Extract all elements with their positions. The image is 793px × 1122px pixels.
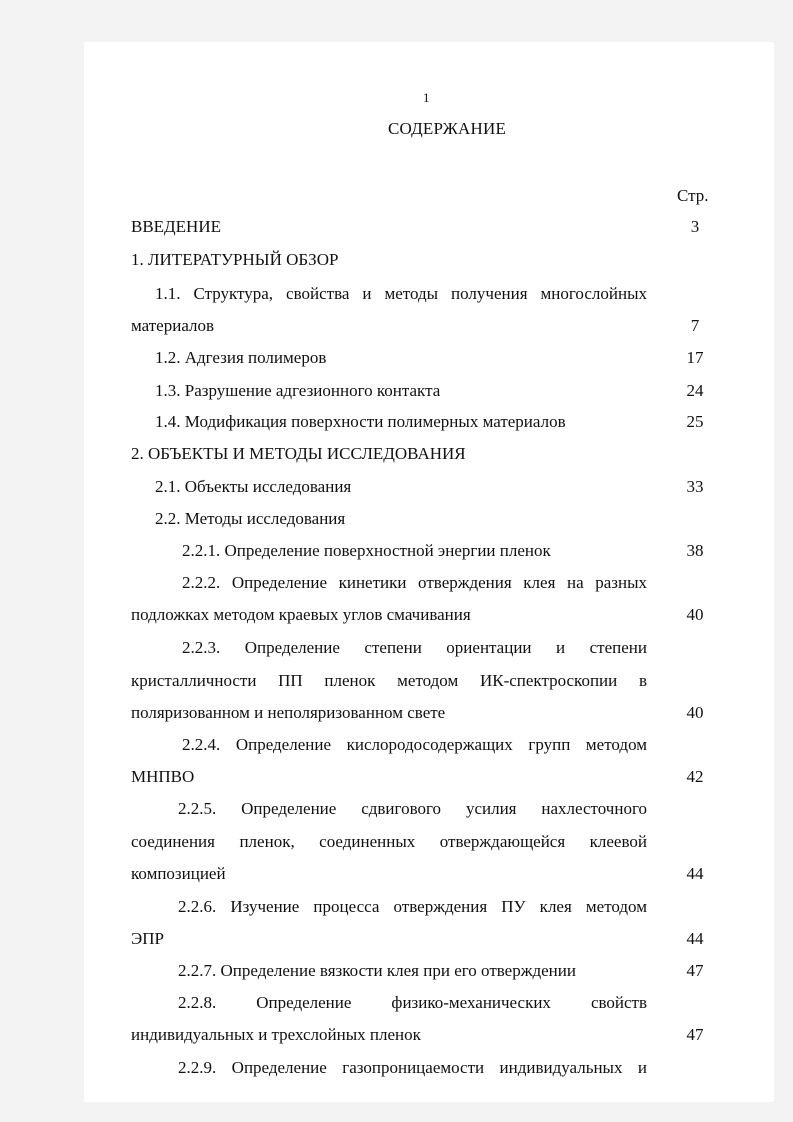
toc-entry-text: 2.2.4. Определение кислородосодержащих групп методом [182,735,647,754]
toc-entry-page: 40 [686,605,704,624]
toc-entry-text: ЭПР [131,929,164,948]
toc-entry-text: МНПВО [131,767,195,786]
toc-entry-text: 2.2.9. Определение газопроницаемости индивидуальных и [178,1058,647,1077]
toc-entry-text: 2.2.7. Определение вязкости клея при его отверждении [178,961,576,980]
toc-entry-text: 1.1. Структура, свойства и методы получения многослойных [155,284,647,303]
toc-chapter-heading: 2. ОБЪЕКТЫ И МЕТОДЫ ИССЛЕДОВАНИЯ [131,444,466,463]
toc-entry-text: 2.2.3. Определение степени ориентации и степени [182,638,647,657]
toc-entry-text: 1.3. Разрушение адгезионного контакта [155,381,441,400]
toc-entry-page: 7 [690,316,700,335]
page-column-header: Стр. [677,186,709,205]
toc-entry-text: 2.2.6. Изучение процесса отверждения ПУ клея методом [178,897,647,916]
toc-entry-text: 1.4. Модификация поверхности полимерных материалов [155,412,566,431]
toc-entry-page: 42 [686,767,704,786]
page-title: СОДЕРЖАНИЕ [387,119,507,138]
toc-entry-text: 1.2. Адгезия полимеров [155,348,327,367]
toc-entry-text: 2.2.8. Определение физико-механических свойств [178,993,647,1012]
toc-entry-text: 2.2.5. Определение сдвигового усилия нахлесточного [178,799,647,818]
toc-entry-text: 2.1. Объекты исследования [155,477,352,496]
toc-entry-page: 47 [686,961,704,980]
toc-entry-text: 2.2. Методы исследования [155,509,346,528]
toc-entry-page: 38 [686,541,704,560]
toc-entry-text: ВВЕДЕНИЕ [131,217,221,236]
toc-entry-text: соединения пленок, соединенных отверждающейся клеевой [131,832,647,851]
toc-entry-page: 47 [686,1025,704,1044]
page-number: 1 [423,90,430,105]
toc-entry-text: индивидуальных и трехслойных пленок [131,1025,421,1044]
toc-entry-page: 40 [686,703,704,722]
toc-entry-page: 44 [686,864,704,883]
toc-entry-text: кристалличности ПП пленок методом ИК-спектроскопии в [131,671,647,690]
toc-entry-page: 17 [686,348,704,367]
toc-entry-page: 44 [686,929,704,948]
toc-entry-page: 24 [686,381,704,400]
toc-entry-page: 3 [690,217,700,236]
toc-entry-text: поляризованном и неполяризованном свете [131,703,446,722]
toc-entry-text: композицией [131,864,226,883]
toc-entry-text: 2.2.1. Определение поверхностной энергии пленок [182,541,551,560]
toc-entry-text: подложках методом краевых углов смачивания [131,605,471,624]
toc-entry-page: 33 [686,477,704,496]
toc-entry-page: 25 [686,412,704,431]
toc-entry-text: 2.2.2. Определение кинетики отверждения клея на разных [182,573,647,592]
toc-entry-text: материалов [131,316,215,335]
toc-chapter-heading: 1. ЛИТЕРАТУРНЫЙ ОБЗОР [131,250,339,269]
